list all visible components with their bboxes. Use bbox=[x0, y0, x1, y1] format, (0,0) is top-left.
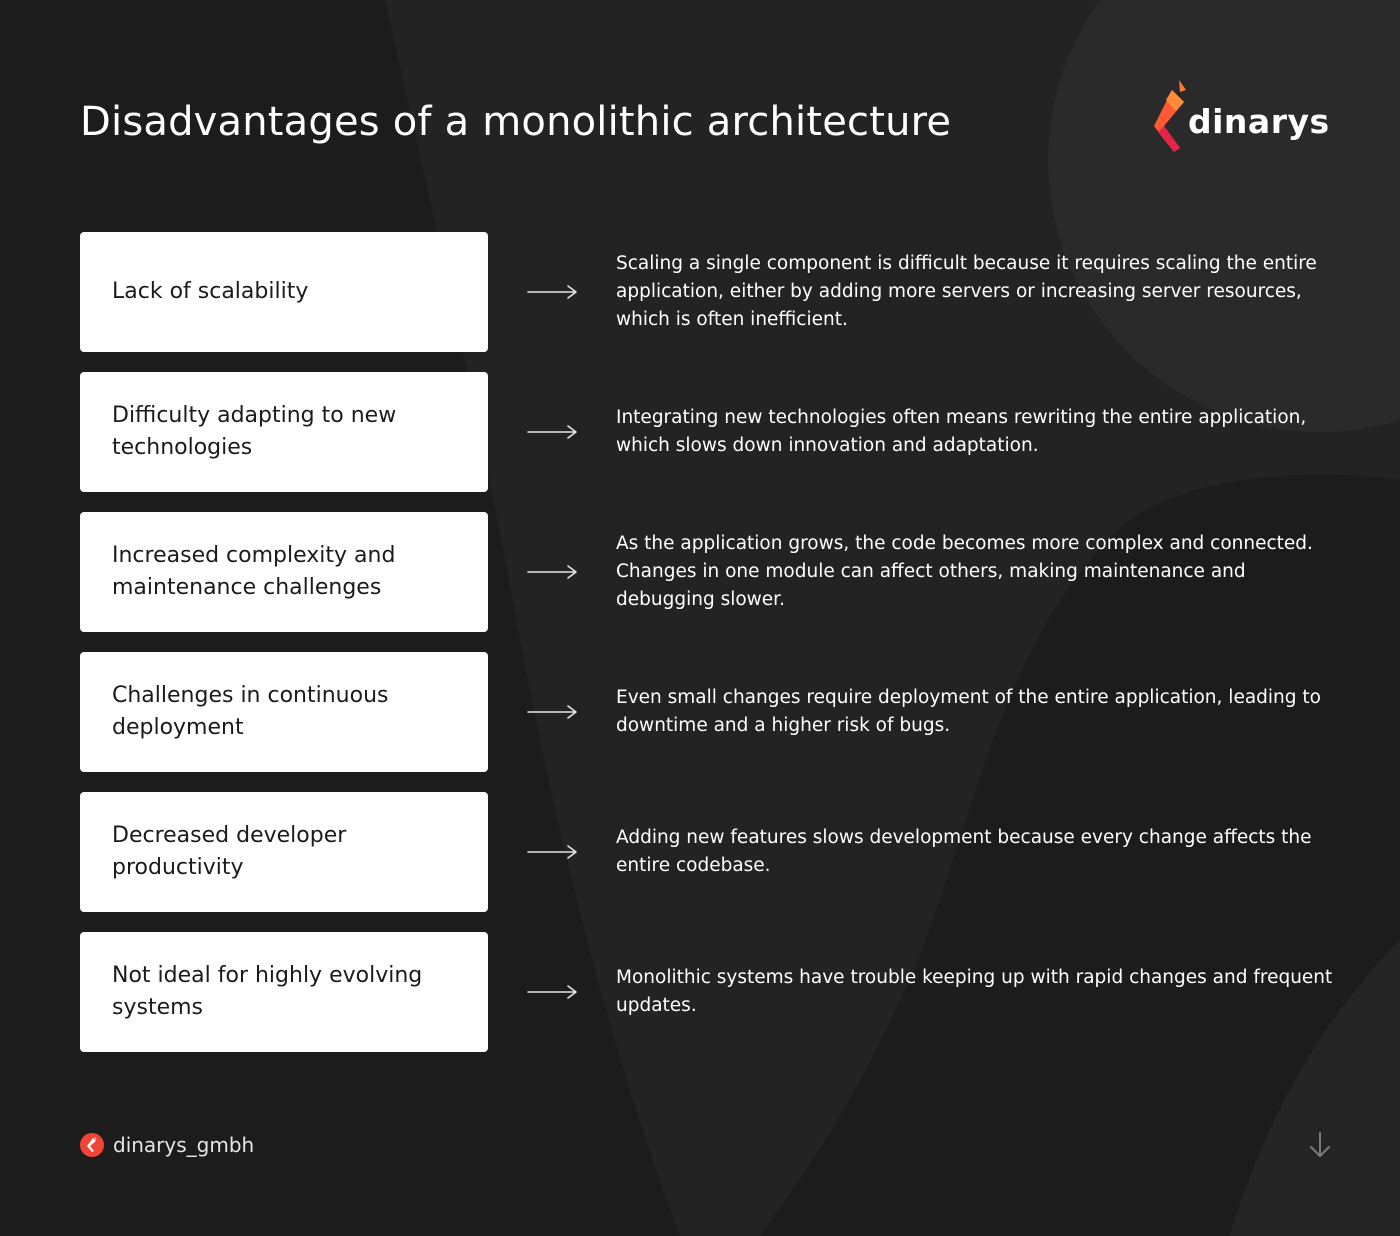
list-item bbox=[80, 792, 1340, 912]
social-handle: dinarys_gmbh bbox=[113, 1133, 255, 1157]
long-right-arrow-icon bbox=[527, 983, 579, 1001]
list-item bbox=[80, 512, 1340, 632]
item-card bbox=[80, 232, 488, 352]
item-description: As the application grows, the code becomes more complex and connected. Changes in one module can affect others, making maintenance and debugging slower. bbox=[616, 533, 1313, 610]
list-item bbox=[80, 232, 1340, 352]
item-title: Challenges in continuous deployment bbox=[112, 683, 389, 740]
item-description: Integrating new technologies often means rewriting the entire application, which slows down innovation and adaptation. bbox=[616, 407, 1307, 456]
item-card bbox=[80, 372, 488, 492]
item-title: Not ideal for highly evolving systems bbox=[112, 963, 423, 1020]
page-title: Disadvantages of a monolithic architecture bbox=[80, 99, 952, 145]
item-card bbox=[80, 792, 488, 912]
arrow-down-icon[interactable] bbox=[1307, 1131, 1333, 1159]
item-card bbox=[80, 652, 488, 772]
list-item bbox=[80, 372, 1340, 492]
dinarys-logo-icon bbox=[80, 1133, 104, 1157]
dinarys-logo-icon bbox=[1150, 76, 1192, 156]
item-description: Monolithic systems have trouble keeping up with rapid changes and frequent updates. bbox=[616, 967, 1333, 1016]
long-right-arrow-icon bbox=[527, 843, 579, 861]
item-title: Difficulty adapting to new technologies bbox=[112, 403, 397, 460]
list-item bbox=[80, 932, 1340, 1052]
long-right-arrow-icon bbox=[527, 703, 579, 721]
long-right-arrow-icon bbox=[527, 423, 579, 441]
long-right-arrow-icon bbox=[527, 283, 579, 301]
brand-logo bbox=[1150, 76, 1330, 156]
item-title: Lack of scalability bbox=[112, 279, 309, 304]
item-description: Scaling a single component is difficult because it requires scaling the entire application, either by adding more servers or increasing server resources, which is often inefficient. bbox=[616, 253, 1317, 330]
item-title: Decreased developer productivity bbox=[112, 823, 347, 880]
list-item bbox=[80, 652, 1340, 772]
item-description: Even small changes require deployment of the entire application, leading to downtime and a higher risk of bugs. bbox=[616, 687, 1321, 736]
item-description: Adding new features slows development because every change affects the entire codebase. bbox=[616, 827, 1312, 876]
long-right-arrow-icon bbox=[527, 563, 579, 581]
footer-social-handle bbox=[80, 1131, 254, 1159]
item-title: Increased complexity and maintenance challenges bbox=[112, 543, 396, 600]
item-card bbox=[80, 932, 488, 1052]
item-card bbox=[80, 512, 488, 632]
brand-wordmark: dinarys bbox=[1188, 102, 1330, 141]
